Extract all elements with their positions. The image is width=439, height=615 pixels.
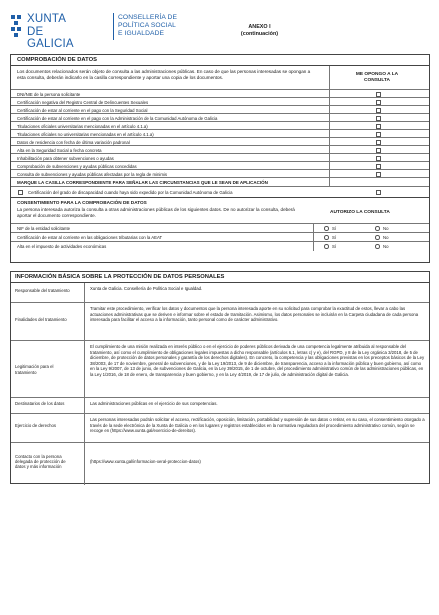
consent-yes-radio[interactable]	[324, 244, 329, 249]
circumstances-title-row	[11, 178, 429, 187]
oppose-item-label: Titulaciones oficiales universitarias mencionadas en el artículo 4.1.a)	[17, 123, 148, 129]
oppose-item-row	[11, 114, 429, 122]
consent-yes-radio[interactable]	[324, 235, 329, 240]
consent-yes-label: Sí	[332, 235, 337, 240]
logo-line2: DE GALICIA	[27, 26, 74, 50]
info-row-label: Responsable del tratamiento	[15, 287, 70, 293]
info-row	[11, 283, 429, 303]
consent-item-label: Certificación de estar al corriente en las obligaciones tributarias con la AEAT	[17, 235, 163, 240]
data-check-intro-row	[11, 66, 429, 90]
oppose-item-row	[11, 154, 429, 162]
info-row-label: Destinatarios de los datos	[15, 400, 65, 406]
info-row-text: Las administraciones públicas en el ejercicio de sus competencias.	[90, 401, 218, 406]
oppose-item-label: Inhabilitación para obtener subvenciones o ayudas	[17, 155, 114, 161]
circumstances-title: MARQUE LA CASILLA CORRESPONDIENTE PARA SEÑALAR LAS CIRCUNSTANCIAS QUE LE SEAN DE APLICACIÓN	[17, 180, 268, 185]
oppose-item-label: Certificación de estar al corriente en el pago con la Seguridad Social	[17, 107, 148, 113]
consent-title-row	[11, 198, 429, 206]
header	[10, 12, 430, 48]
oppose-item-row	[11, 106, 429, 114]
consellaria-line3: E IGUALDADE	[118, 30, 165, 37]
circumstance-checkbox-right[interactable]	[376, 190, 381, 195]
data-protection-title: INFORMACIÓN BÁSICA SOBRE LA PROTECCIÓN DE DATOS PERSONALES	[15, 274, 225, 280]
oppose-item-row	[11, 130, 429, 138]
circumstance-label: Certificación del grado de discapacidad cuando haya sido expedido por la Comunidad Autónoma de Galicia	[28, 190, 233, 195]
oppose-item-row	[11, 146, 429, 154]
consent-yes-label: Sí	[332, 244, 337, 249]
oppose-checkbox[interactable]	[376, 100, 381, 105]
data-check-title-row	[11, 55, 429, 66]
consent-yes-label: Sí	[332, 226, 337, 231]
consellaria-line1: CONSELLERÍA DE	[118, 14, 178, 21]
consent-no-label: No	[383, 226, 389, 231]
consent-item-label: Alta en el impuesto de actividades económicas	[17, 244, 107, 249]
oppose-checkbox[interactable]	[376, 92, 381, 97]
consent-no-label: No	[383, 244, 389, 249]
consent-intro: La persona interesada autoriza la consulta a otras administraciones públicas de los siguientes datos. De no autorizar la consulta, deberá aportar el documento correspondiente.	[17, 207, 295, 218]
oppose-checkbox[interactable]	[376, 156, 381, 161]
consent-intro-row	[11, 206, 429, 224]
info-row-label: Ejercicio de derechos	[15, 423, 57, 429]
data-protection-table	[10, 271, 430, 484]
oppose-item-row	[11, 138, 429, 146]
info-row	[11, 414, 429, 443]
consent-item-label: NIF de la entidad solicitante	[17, 226, 71, 231]
oppose-checkbox[interactable]	[376, 124, 381, 129]
info-row-label: Finalidades del tratamiento	[15, 316, 67, 322]
data-check-intro: Los documentos relacionados serán objeto de consulta a las administraciones públicas. En caso de que las personas interesadas se opongan a esta consulta, deberán indicarlo en la casilla correspondiente y aportar una copia de los documentos.	[17, 69, 311, 80]
oppose-checkbox[interactable]	[376, 132, 381, 137]
info-row	[11, 341, 429, 398]
annex-title: ANEXO I	[248, 24, 271, 30]
oppose-item-row	[11, 98, 429, 106]
oppose-checkbox[interactable]	[376, 108, 381, 113]
consent-yes-radio[interactable]	[324, 226, 329, 231]
oppose-item-row	[11, 162, 429, 170]
oppose-item-label: Titulaciones oficiales no universitarias mencionadas en el artículo 4.1.a)	[17, 131, 154, 137]
annex-subtitle: (continuación)	[240, 31, 279, 37]
info-row-text: Xunta de Galicia. Consellería de Política Social e Igualdad.	[90, 286, 203, 291]
consent-item-row	[11, 224, 429, 233]
oppose-checkbox[interactable]	[376, 116, 381, 121]
info-row-text: (https://www.xunta.gal/informacion-xeral-proteccion-datos)	[90, 459, 201, 464]
oppose-checkbox[interactable]	[376, 140, 381, 145]
consent-no-radio[interactable]	[375, 235, 380, 240]
circumstance-checkbox[interactable]	[18, 190, 23, 195]
data-check-title: COMPROBACIÓN DE DATOS	[17, 56, 97, 63]
oppose-item-label: Datos de residencia con fecha de última variación padronal	[17, 139, 130, 145]
oppose-checkbox[interactable]	[376, 172, 381, 177]
consent-no-radio[interactable]	[375, 244, 380, 249]
consent-item-row	[11, 242, 429, 251]
consent-title: CONSENTIMIENTO PARA LA COMPROBACIÓN DE DATOS	[17, 200, 147, 205]
info-row-text: El cumplimiento de una misión realizada en interés público o en el ejercicio de poderes públicos derivada de una competencia legalmente atribuida al responsable del tratamiento, así como el cumplimiento de obligaciones legales impuestas a dicho responsable (artículos 6.1, letras c) y e), del RGPD, y 8 de la Ley orgánica 3/2018, de 5 de diciembre, de protección de datos personales y garantía de los derechos digitales). En concreto, la competencia y las obligaciones previstas en los preceptos básicos de la Ley 38/2003, de 17 de noviembre, general de subvenciones, y de la Ley 19/2013, de 9 de diciembre, de transparencia, acceso a la información pública y buen gobierno, así como en la Ley 9/2007, de 13 de junio, de subvenciones de Galicia, en la Ley 39/2015, de 1 de octubre, del procedimiento administrativo común de las administraciones públicas, en la Ley 1/2016, de 18 de enero, de transparencia y buen gobierno, y en la Ley 4/2019, de 17 de julio, de administración digital de Galicia.	[90, 344, 425, 377]
info-row	[11, 398, 429, 414]
oppose-item-label: DNI/NIE de la persona solicitante	[17, 91, 81, 97]
oppose-item-row	[11, 122, 429, 130]
oppose-item-row	[11, 90, 429, 98]
authorize-header: AUTORIZO LA CONSULTA	[330, 210, 390, 215]
info-row-label: Legitimación para el tratamiento	[15, 364, 54, 375]
circumstance-row[interactable]	[11, 187, 429, 198]
oppose-checkbox[interactable]	[376, 164, 381, 169]
info-row-label: Contacto con la persona delegada de protección de datos y más información	[15, 453, 66, 469]
oppose-item-label: Alta en la Seguridad Social a fecha concreta	[17, 147, 102, 153]
oppose-item-row	[11, 170, 429, 178]
data-protection-title-row	[11, 272, 429, 283]
oppose-checkbox[interactable]	[376, 148, 381, 153]
consellaria-line2: POLÍTICA SOCIAL	[118, 22, 176, 29]
oppose-item-label: Comprobación de subvenciones y ayudas públicas concedidas	[17, 163, 137, 169]
info-row-text: Las personas interesadas podrán solicitar el acceso, rectificación, oposición, limitación, portabilidad y supresión de sus datos o retirar, en su caso, el consentimiento otorgado a través de la sede electrónica de la Xunta de Galicia o en los lugares y registros establecidos en la normativa reguladora del procedimiento administrativo común, según se recoge en (https://www.xunta.gal/exercicio-de-dereitos).	[90, 417, 425, 433]
data-check-section	[10, 54, 430, 263]
oppose-item-label: Certificación de estar al corriente en el pago con la Administración de la Comunidad Autónoma de Galicia	[17, 115, 218, 121]
consent-no-label: No	[383, 235, 389, 240]
logo-line1: XUNTA	[27, 13, 67, 25]
info-row	[11, 303, 429, 341]
consent-no-radio[interactable]	[375, 226, 380, 231]
info-row	[11, 443, 429, 485]
oppose-header: ME OPONGO A LA CONSULTA	[355, 72, 399, 83]
consent-item-row	[11, 233, 429, 242]
oppose-item-label: Certificación negativa del Registro Central de Delincuentes Sexuales	[17, 99, 149, 105]
oppose-item-label: Consulta de subvenciones y ayudas públicas afectadas por la regla de minimis	[17, 171, 167, 177]
info-row-text: Tramitar este procedimiento, verificar los datos y documentos que la persona interesada aporte en su solicitud para comprobar la exactitud de estos, llevar a cabo las actuaciones administrativas que se deriven e informar sobre el estado de tramitación. Asimismo, los datos personales se incluirán en la Carpeta ciudadana de cada persona interesada para facilitar el acceso a la información, tanto personal como de carácter administrativo.	[90, 306, 419, 322]
xunta-emblem-icon	[10, 14, 24, 40]
